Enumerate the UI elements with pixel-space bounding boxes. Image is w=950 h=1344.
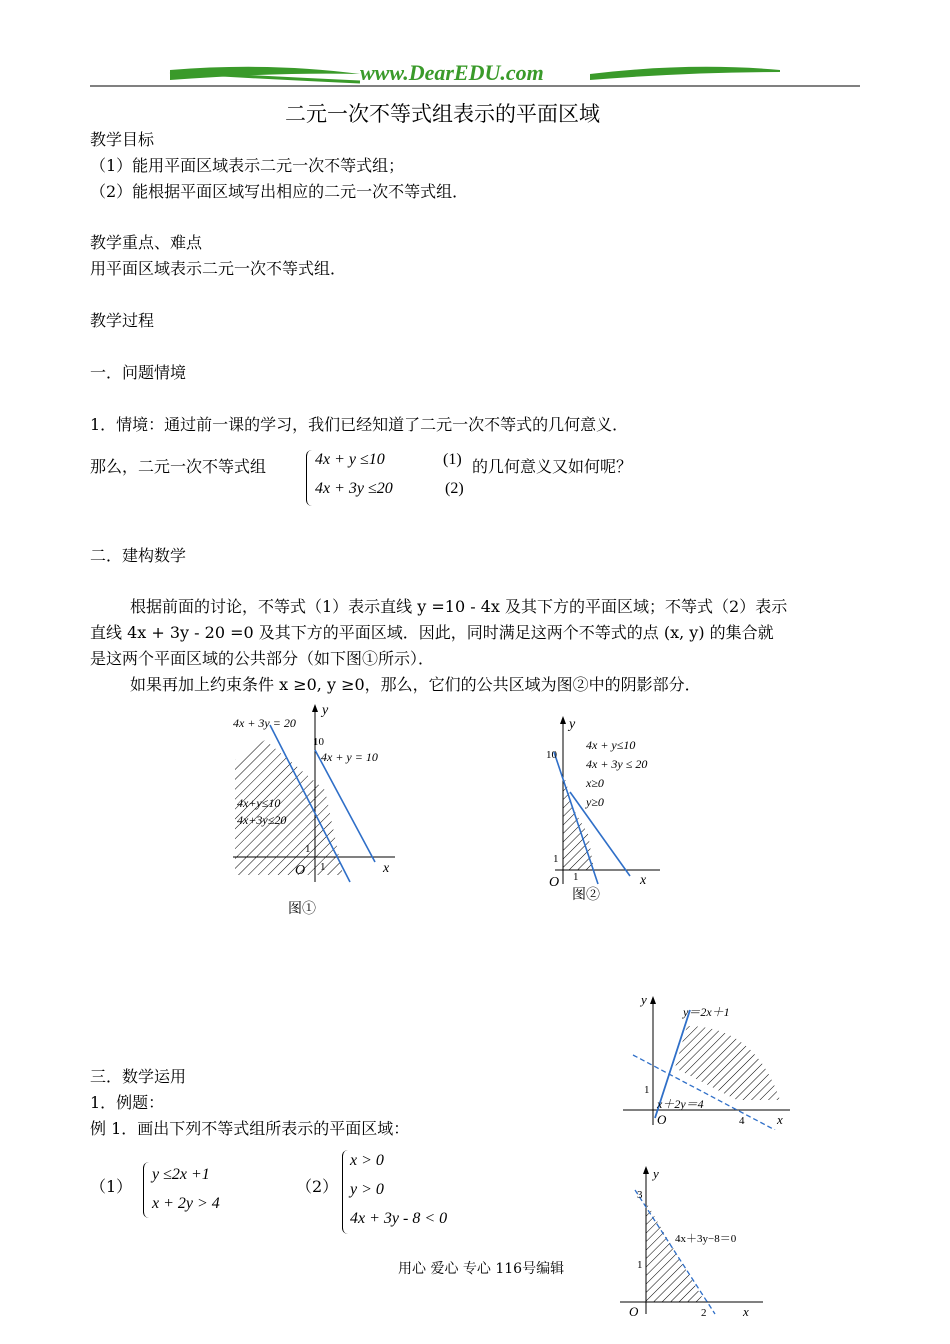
section1-heading: 一．问题情境 bbox=[90, 363, 187, 382]
figure2-axis-y: y bbox=[569, 717, 576, 732]
goals-heading: 教学目标 bbox=[90, 130, 155, 149]
system-brace bbox=[306, 450, 313, 506]
figure4-origin: O bbox=[629, 1304, 639, 1318]
figure1-system-1: 4x+y≤10 bbox=[237, 796, 281, 810]
figure1-tick-10: 10 bbox=[313, 736, 324, 748]
section3-sub: 1．例题： bbox=[90, 1093, 165, 1112]
figure3-axis-x: x bbox=[777, 1112, 783, 1127]
figure2-tick-10: 10 bbox=[546, 749, 557, 761]
page-footer: 用心 爱心 专心 116号编辑 bbox=[398, 1261, 565, 1277]
example-1: 例 1．画出下列不等式组所表示的平面区域： bbox=[90, 1119, 410, 1138]
figure1-tick-1x: 1 bbox=[320, 861, 326, 873]
figure-2 bbox=[540, 712, 670, 892]
section2-para1-line3: 是这两个平面区域的公共部分（如下图①所示）． bbox=[90, 649, 435, 668]
figure2-system-3: x≥0 bbox=[586, 776, 604, 790]
figure2-tick-1y: 1 bbox=[553, 853, 559, 865]
ex1-label: （1） bbox=[90, 1177, 133, 1196]
ex2-brace bbox=[342, 1150, 349, 1234]
figure1-tick-1y: 1 bbox=[305, 843, 311, 855]
figure4-tick-1: 1 bbox=[637, 1259, 643, 1271]
figure3-axis-y: y bbox=[641, 992, 647, 1007]
figure4-axis-y: y bbox=[653, 1166, 659, 1181]
figure-1 bbox=[225, 700, 405, 890]
process-heading: 教学过程 bbox=[90, 311, 155, 330]
system-ineq-2: 4x + 3y ≤20 bbox=[315, 480, 393, 497]
figure1-label-line2: 4x + 3y = 20 bbox=[233, 716, 296, 730]
section3-heading: 三．数学运用 bbox=[90, 1067, 187, 1086]
figure3-shaded-region bbox=[675, 1026, 780, 1100]
figure3-label-line-a: y＝2x＋1 bbox=[683, 1005, 730, 1019]
section1-p2-before: 那么，二元一次不等式组 bbox=[90, 457, 267, 476]
page-title: 二元一次不等式组表示的平面区域 bbox=[285, 102, 600, 126]
figure2-origin: O bbox=[549, 875, 560, 890]
ex2-ineq-1: x > 0 bbox=[350, 1152, 384, 1169]
figure2-system-4: y≥0 bbox=[586, 795, 604, 809]
system-ineq-1: 4x + y ≤10 bbox=[315, 451, 385, 468]
figure2-tick-1x: 1 bbox=[573, 871, 579, 883]
figure1-system-2: 4x+3y≤20 bbox=[237, 813, 287, 827]
figure4-tick-2: 2 bbox=[701, 1307, 707, 1318]
figure3-tick-1: 1 bbox=[644, 1084, 650, 1096]
section2-para1-line2: 直线 4x + 3y - 20 =0 及其下方的平面区域．因此，同时满足这两个不等式的点 (x, y) 的集合就 bbox=[90, 623, 774, 642]
keypoints-text: 用平面区域表示二元一次不等式组． bbox=[90, 259, 347, 278]
figure-4 bbox=[615, 1162, 775, 1318]
header-banner bbox=[90, 58, 860, 92]
section2-para1-line1: 根据前面的讨论，不等式（1）表示直线 y =10 - 4x 及其下方的平面区域；不等式（2）表示 bbox=[130, 597, 788, 616]
figure4-label: 4x＋3y−8＝0 bbox=[675, 1233, 737, 1245]
ex1-ineq-1: y ≤2x +1 bbox=[152, 1166, 210, 1183]
section1-p2-after: 的几何意义又如何呢？ bbox=[472, 457, 633, 476]
figure4-tick-3: 3 bbox=[637, 1189, 643, 1201]
figure2-caption: 图② bbox=[572, 887, 600, 903]
figure1-axis-y: y bbox=[322, 703, 329, 718]
figure-3 bbox=[615, 990, 795, 1130]
figure1-label-line1: 4x + y = 10 bbox=[321, 750, 378, 764]
figure1-caption: 图① bbox=[288, 901, 316, 917]
figure3-origin: O bbox=[657, 1112, 667, 1127]
ex1-ineq-2: x + 2y > 4 bbox=[152, 1195, 220, 1212]
figure1-origin: O bbox=[295, 863, 306, 878]
system-tag-1: (1) bbox=[443, 451, 462, 468]
goal-item-2: （2）能根据平面区域写出相应的二元一次不等式组． bbox=[90, 182, 469, 201]
ex2-label: （2） bbox=[296, 1177, 339, 1196]
ex2-ineq-3: 4x + 3y - 8 < 0 bbox=[350, 1210, 448, 1227]
section2-para2: 如果再加上约束条件 x ≥0, y ≥0，那么，它们的公共区域为图②中的阴影部分． bbox=[130, 675, 701, 694]
site-logo: www.DearEDU.com bbox=[360, 60, 544, 85]
figure4-axis-x: x bbox=[743, 1304, 749, 1318]
figure2-system-1: 4x + y≤10 bbox=[586, 738, 636, 752]
keypoints-heading: 教学重点、难点 bbox=[90, 233, 203, 252]
figure3-tick-4: 4 bbox=[739, 1115, 745, 1127]
section2-heading: 二．建构数学 bbox=[90, 546, 187, 565]
figure1-axis-x: x bbox=[383, 861, 390, 876]
goal-item-1: （1）能用平面区域表示二元一次不等式组； bbox=[90, 156, 405, 175]
system-tag-2: (2) bbox=[445, 480, 464, 497]
ex1-brace bbox=[143, 1162, 150, 1218]
ex2-ineq-2: y > 0 bbox=[350, 1181, 384, 1198]
section1-p1: 1．情境：通过前一课的学习，我们已经知道了二元一次不等式的几何意义． bbox=[90, 415, 629, 434]
figure2-axis-x: x bbox=[640, 873, 647, 888]
figure3-label-line-b: x＋2y＝4 bbox=[657, 1097, 704, 1111]
figure2-system-2: 4x + 3y ≤ 20 bbox=[586, 757, 648, 771]
